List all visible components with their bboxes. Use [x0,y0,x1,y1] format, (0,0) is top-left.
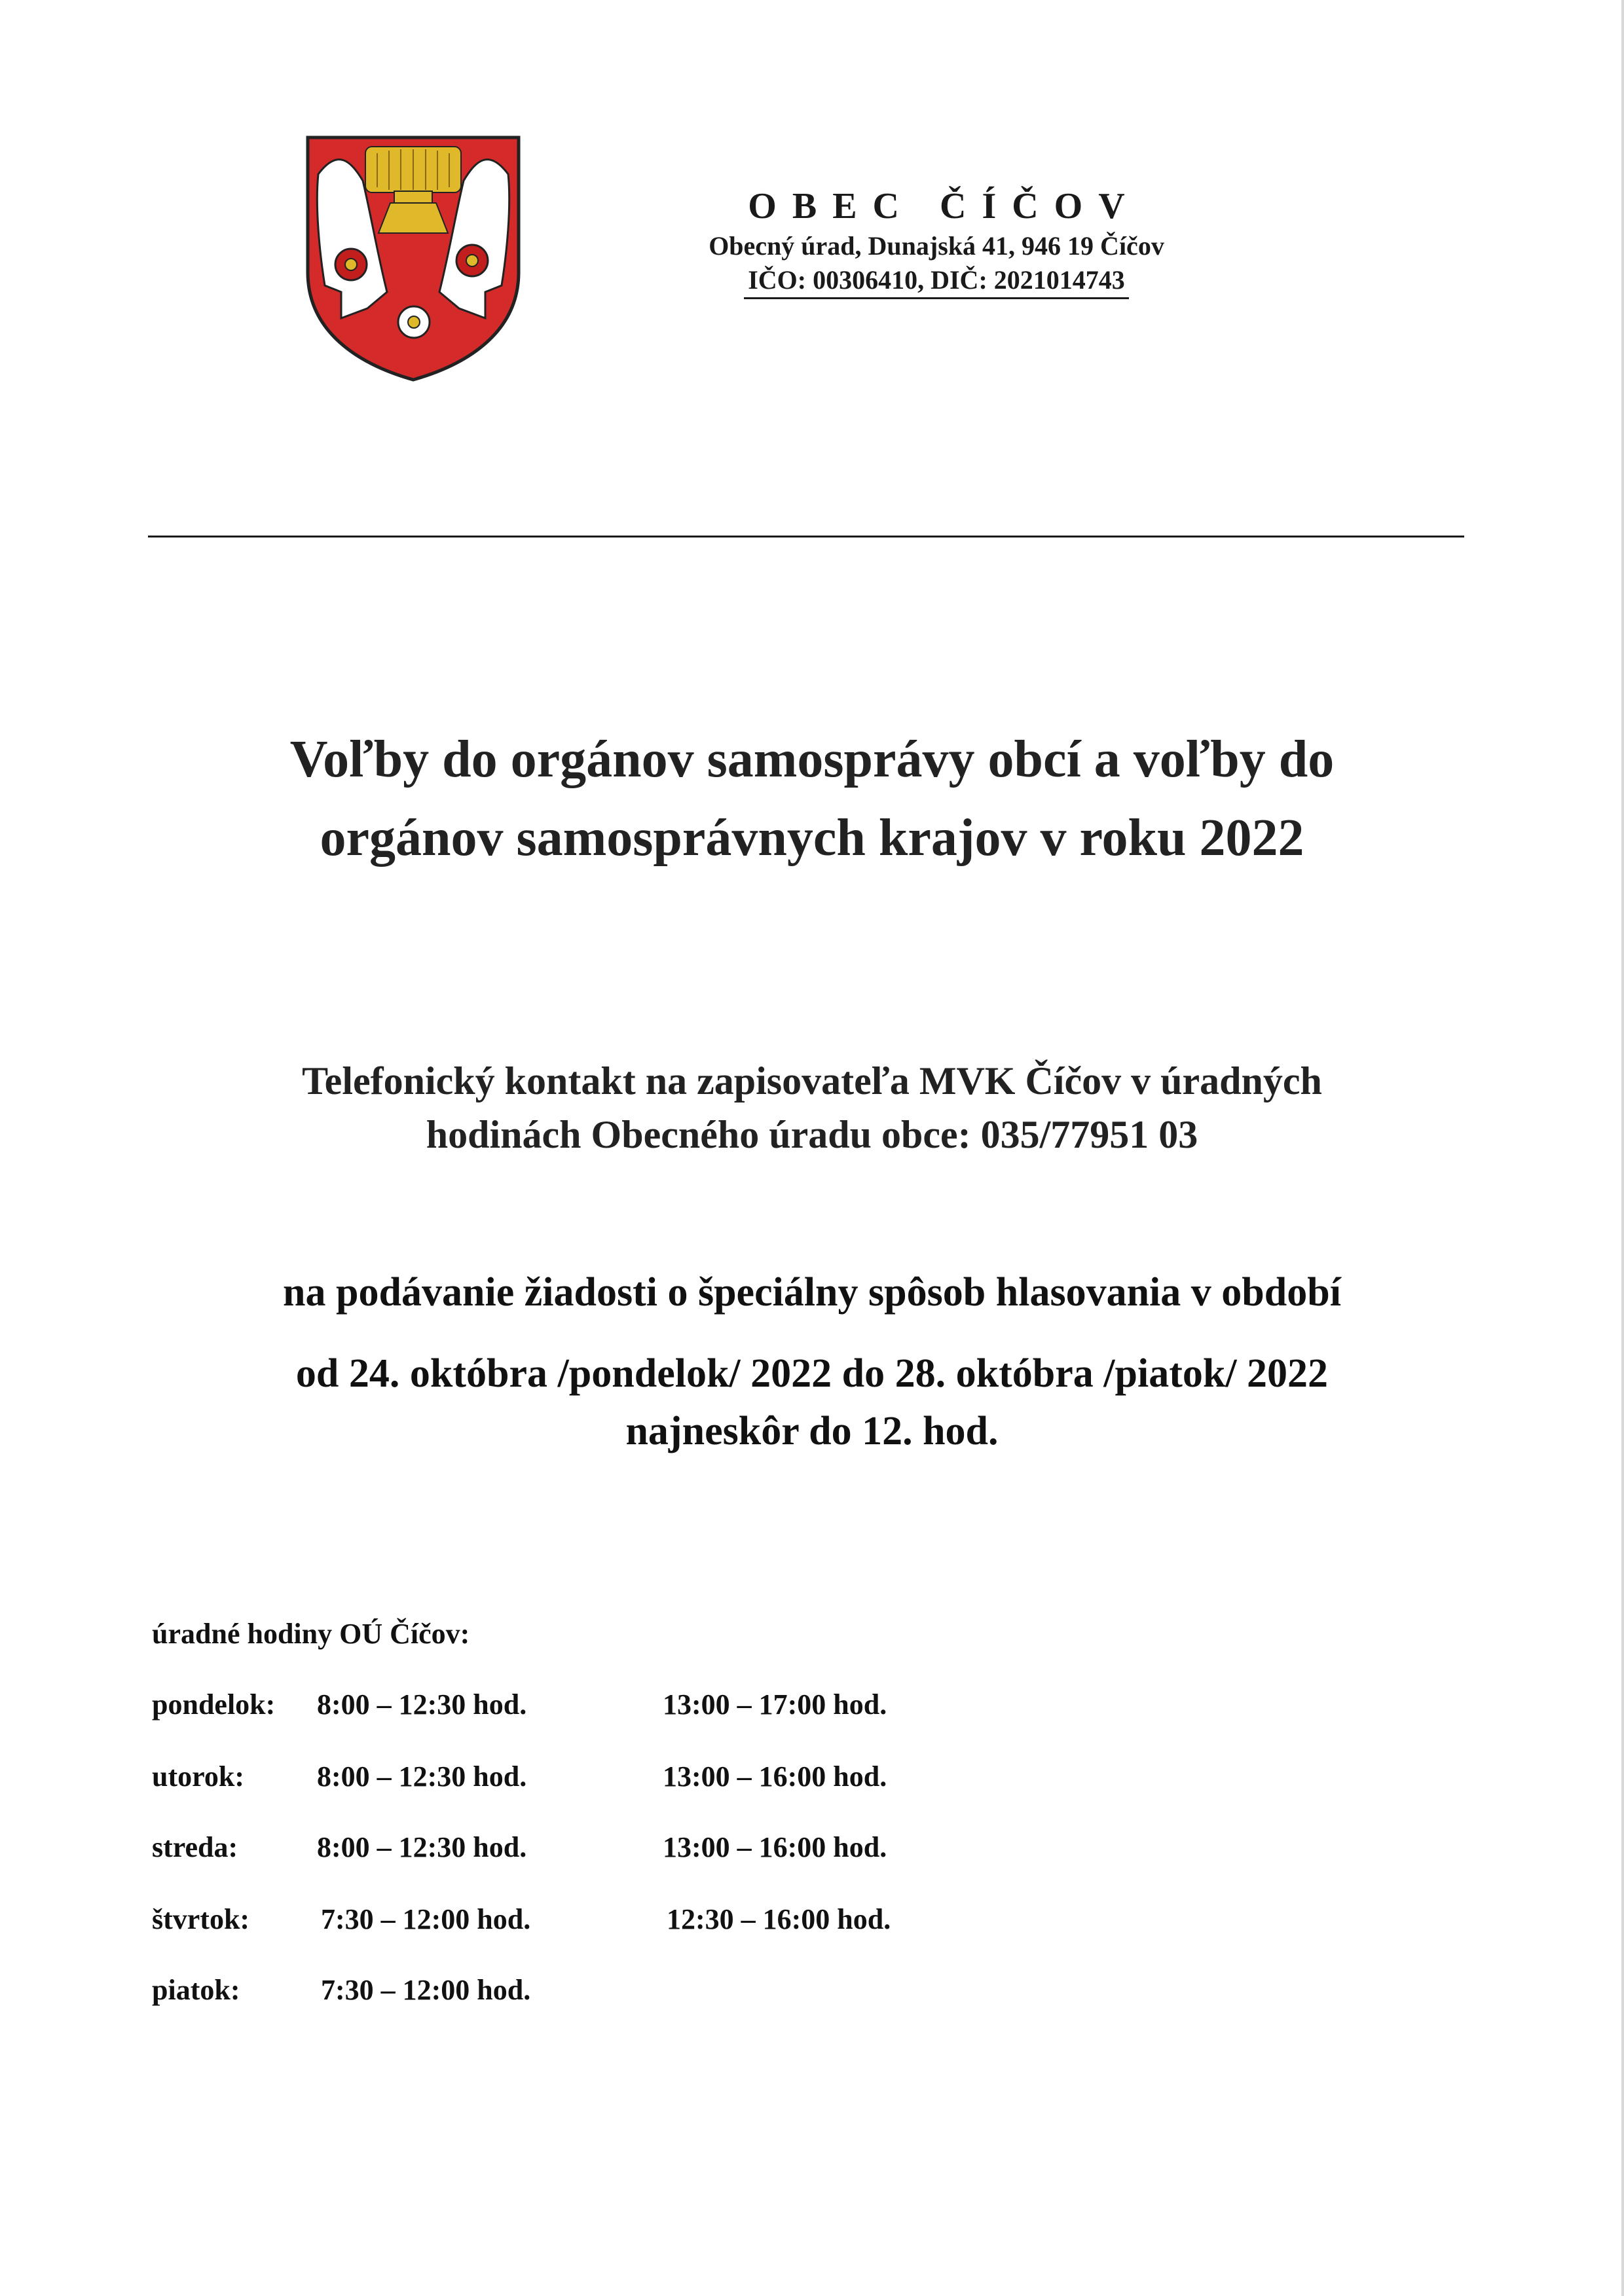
title-line: Voľby do orgánov samosprávy obcí a voľby do [289,731,1335,788]
hours-morning: 8:00 – 12:30 hod. [317,1688,527,1721]
tax-ids: IČO: 00306410, DIČ: 2021014743 [744,263,1129,299]
period-line: najneskôr do 12. hod. [625,1409,999,1453]
hours-morning: 7:30 – 12:00 hod. [321,1974,531,2006]
hours-morning: 8:00 – 12:30 hod. [317,1760,527,1793]
hours-afternoon: 12:30 – 16:00 hod. [667,1903,891,1935]
hours-day: streda: [152,1831,238,1863]
phone-contact [131,1054,1493,1161]
application-period [98,1264,1526,1460]
hours-day: pondelok: [152,1688,276,1721]
hours-day: piatok: [152,1974,240,2006]
period-line: od 24. októbra /pondelok/ 2022 do 28. októbra /piatok/ 2022 [295,1351,1329,1396]
office-hours-title: úradné hodiny OÚ Číčov: [152,1618,470,1650]
coat-of-arms-icon [305,135,521,382]
phone-line: Telefonický kontakt na zapisovateľa MVK Číčov v úradných [302,1059,1322,1102]
hours-day: štvrtok: [152,1903,250,1935]
office-address: Obecný úrad, Dunajská 41, 946 19 Číčov [709,231,1164,261]
letterhead [629,183,1244,299]
header-divider [148,536,1464,538]
municipality-name: OBEC ČÍČOV [748,186,1141,227]
hours-morning: 8:00 – 12:30 hod. [317,1831,527,1863]
title-line: orgánov samosprávnych krajov v roku 2022 [320,809,1304,867]
hours-afternoon: 13:00 – 17:00 hod. [663,1688,887,1721]
document-title [131,720,1493,877]
hours-day: utorok: [152,1760,244,1793]
page-edge [1621,0,1624,2296]
phone-line: hodinách Obecného úradu obce: 035/77951 03 [426,1113,1198,1156]
hours-afternoon: 13:00 – 16:00 hod. [663,1831,887,1863]
period-line: na podávanie žiadosti o špeciálny spôsob hlasovania v období [283,1270,1341,1315]
hours-morning: 7:30 – 12:00 hod. [321,1903,531,1935]
hours-afternoon: 13:00 – 16:00 hod. [663,1760,887,1793]
